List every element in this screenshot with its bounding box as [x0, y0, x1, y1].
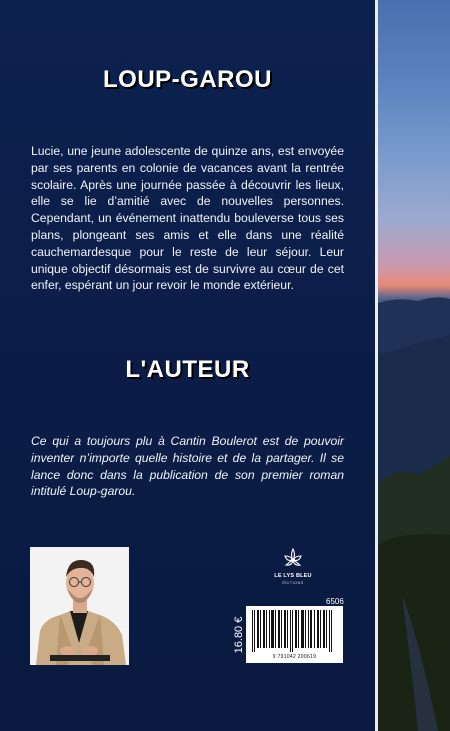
- book-code: 6506: [326, 597, 344, 606]
- publisher-logo: [270, 545, 316, 597]
- author-portrait-icon: [30, 547, 129, 665]
- barcode-bars: [246, 606, 343, 654]
- front-cover-edge: [378, 0, 450, 731]
- author-photo: [30, 547, 129, 665]
- barcode: [246, 606, 343, 663]
- author-bio-text: Ce qui a toujours plu à Cantin Boulerot est de pouvoir inventer n’importe quelle histoire et de la partager. Il se lance donc dans la publication de son premier roman intitulé Loup-garou.: [31, 434, 344, 499]
- lily-flower-icon: [282, 547, 304, 571]
- publisher-name: LE LYS BLEU: [274, 573, 312, 579]
- publisher-subtitle: ÉDITIONS: [282, 581, 304, 585]
- author-heading: L'AUTEUR: [125, 356, 250, 383]
- price-label: 16.80 €: [233, 616, 245, 654]
- synopsis-text: Lucie, une jeune adolescente de quinze ans, est envoyée par ses parents en colonie de vacances avant la rentrée scolaire. Après une journée passée à découvrir les lieux, elle se lie d’amitié avec de nouvelles personnes. Cependant, un événement inattendu bouleverse tous ses plans, plongeant ses amis et elle dans une réalité cauchemardesque pour le reste de leur séjour. Leur unique objectif désormais est de survivre au cœur de cet enfer, espérant un jour revoir le monde extérieur.: [31, 144, 344, 293]
- isbn-digits: 9 791042 200619: [272, 654, 317, 660]
- book-title: LOUP-GAROU: [103, 66, 272, 93]
- mountain-landscape-icon: [378, 295, 450, 731]
